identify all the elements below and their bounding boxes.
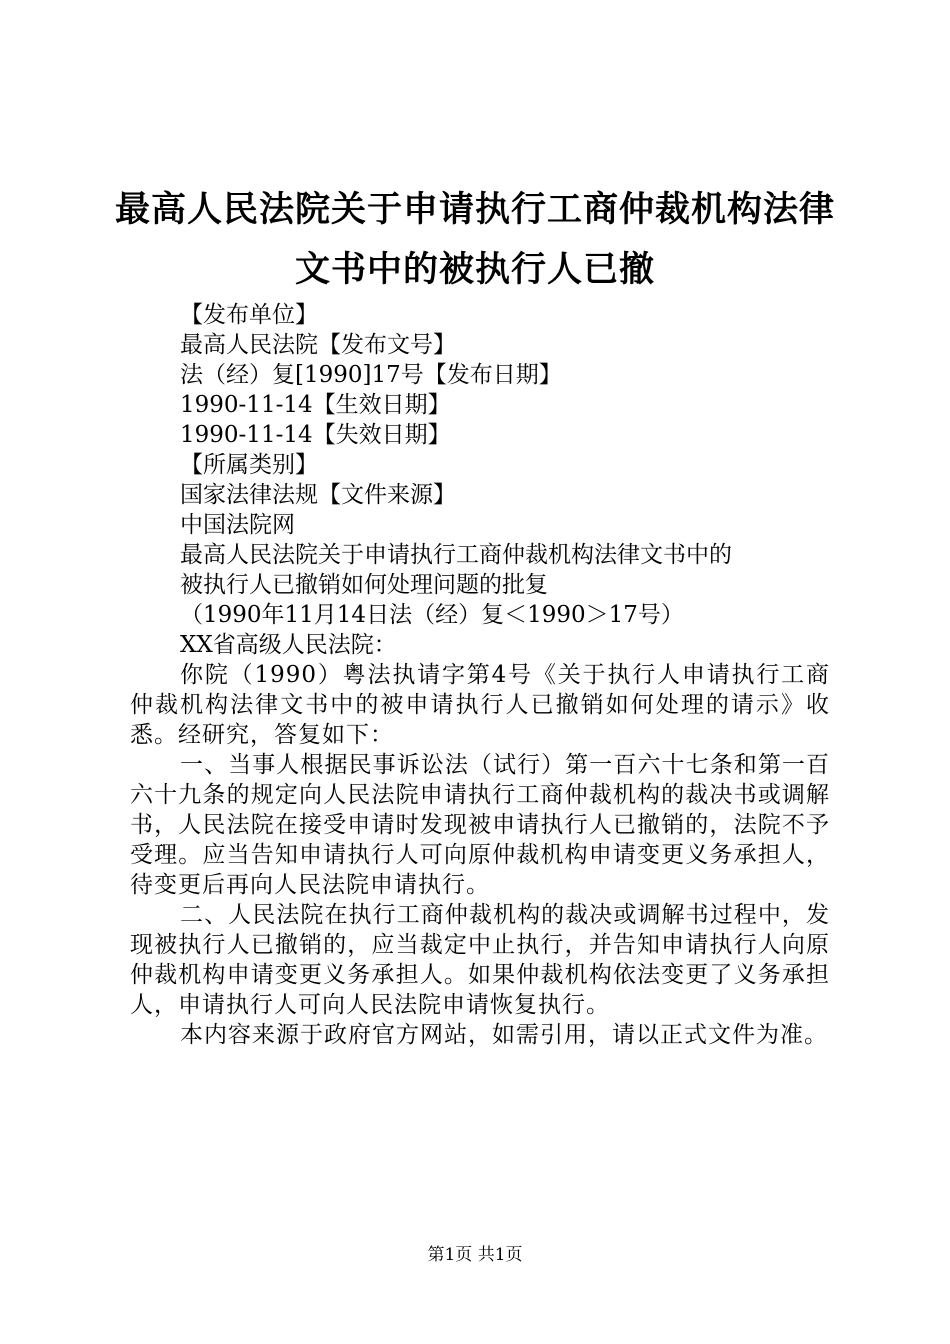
meta-line-publisher: 最高人民法院【发布文号】 bbox=[180, 332, 456, 358]
reply-title-line-2: 被执行人已撤销如何处理问题的批复 bbox=[180, 572, 548, 598]
paragraph-source-note: 本内容来源于政府官方网站，如需引用，请以正式文件为准。 bbox=[180, 1022, 828, 1048]
reply-title-line-1: 最高人民法院关于申请执行工商仲裁机构法律文书中的 bbox=[180, 542, 732, 568]
meta-line-publish-date: 1990-11-14【生效日期】 bbox=[180, 392, 451, 418]
meta-line-publisher-label: 【发布单位】 bbox=[180, 302, 318, 328]
reply-date-number: （1990年11月14日法（经）复＜1990＞17号） bbox=[180, 602, 684, 628]
meta-line-category-label: 【所属类别】 bbox=[180, 452, 318, 478]
paragraph-item-1: 一、当事人根据民事诉讼法（试行）第一百六十七条和第一百六十九条的规定向人民法院申请执行工商仲裁机构的裁决书或调解书，人民法院在接受申请时发现被申请执行人已撤销的，法院不予受理。应当告知申请执行人可向原仲裁机构申请变更义务承担人，待变更后再向人民法院申请执行。 bbox=[130, 752, 830, 898]
page-footer: 第1页 共1页 bbox=[427, 1245, 523, 1265]
meta-line-doc-number: 法（经）复[1990]17号【发布日期】 bbox=[180, 362, 562, 388]
meta-line-effective-date: 1990-11-14【失效日期】 bbox=[180, 422, 451, 448]
addressee: XX省高级人民法院： bbox=[180, 632, 397, 658]
paragraph-item-2: 二、人民法院在执行工商仲裁机构的裁决或调解书过程中，发现被执行人已撤销的，应当裁定中止执行，并告知申请执行人向原仲裁机构申请变更义务承担人。如果仲裁机构依法变更了义务承担人，申请执行人可向人民法院申请恢复执行。 bbox=[130, 902, 830, 1018]
document-title-line-2: 文书中的被执行人已撤 bbox=[294, 249, 655, 290]
document-title-line-1: 最高人民法院关于申请执行工商仲裁机构法律 bbox=[114, 189, 835, 230]
meta-line-source: 中国法院网 bbox=[180, 512, 295, 538]
paragraph-intro: 你院（1990）粤法执请字第4号《关于执行人申请执行工商仲裁机构法律文书中的被申请执行人已撤销如何处理的请示》收悉。经研究，答复如下： bbox=[130, 662, 830, 748]
meta-line-category: 国家法律法规【文件来源】 bbox=[180, 482, 456, 508]
document-body bbox=[130, 300, 830, 1050]
